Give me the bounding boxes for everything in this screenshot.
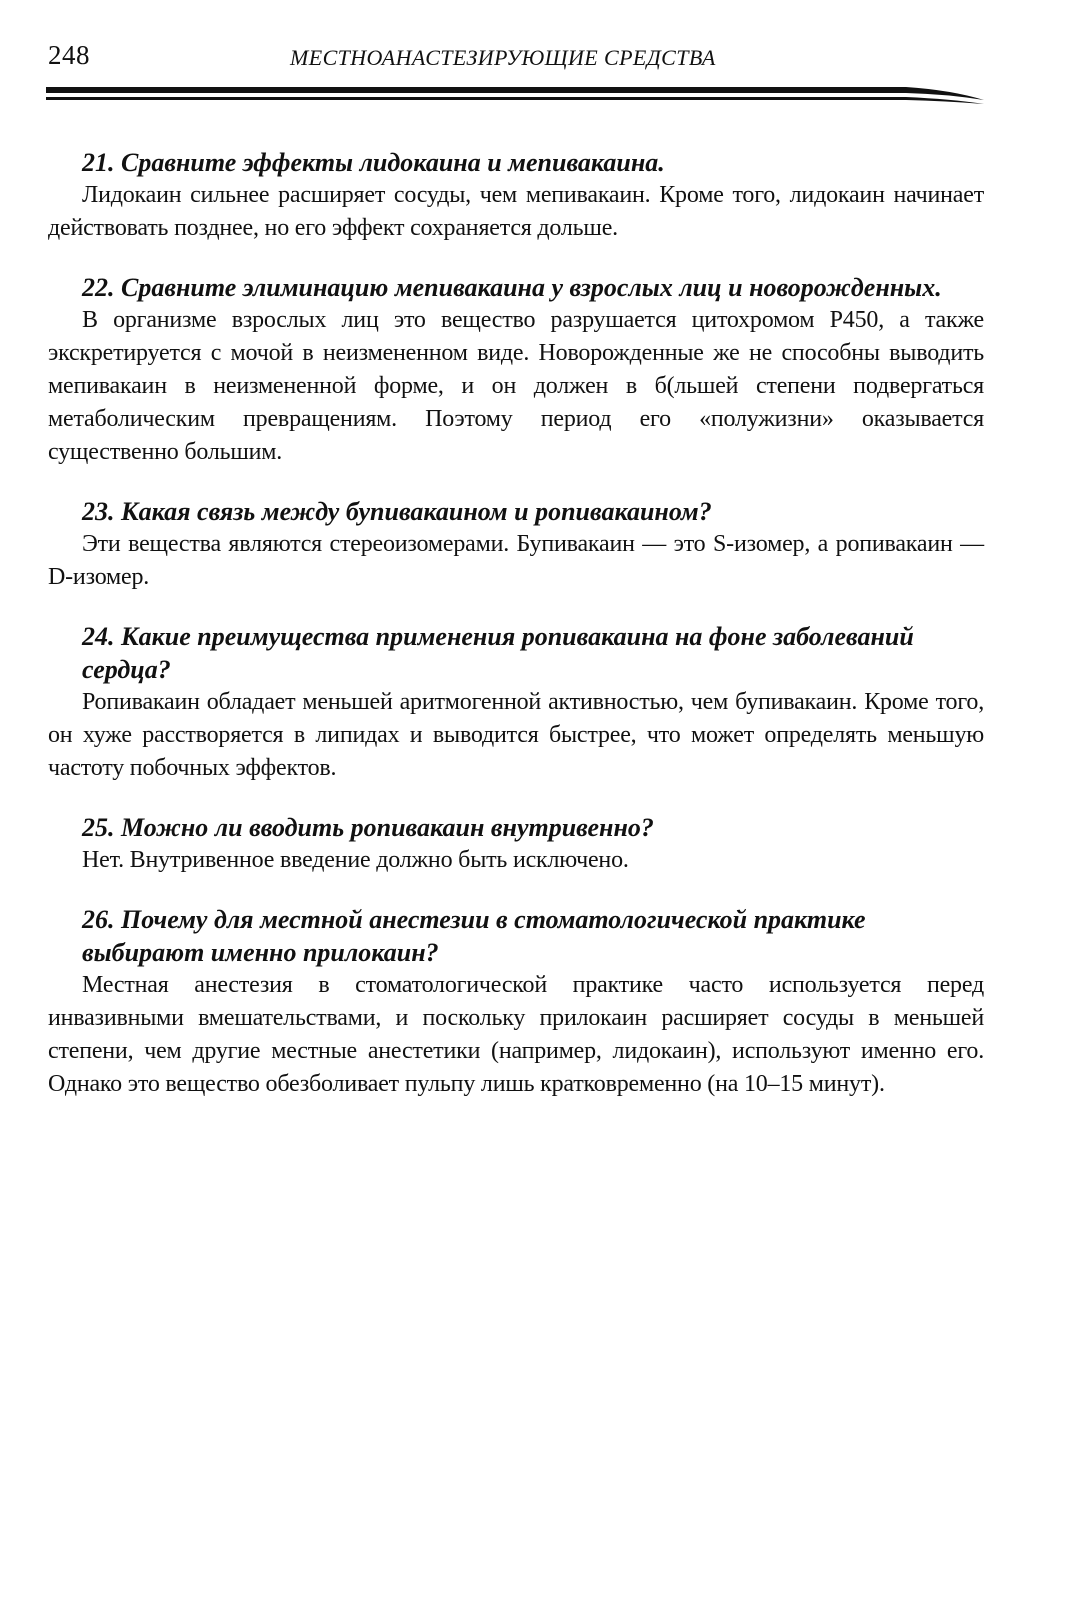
header-rule: [46, 84, 986, 106]
qa-item-24: [48, 620, 984, 785]
qa-item-26: [48, 903, 984, 1101]
answer-text: Местная анестезия в стоматологической практике часто используется перед инвазивными вмешательствами, и поскольку прилокаин расширяет сосуды в меньшей степени, чем другие местные анестетики (например, лидокаин), используют именно его. Однако это вещество обезболивает пульпу лишь кратковременно (на 10–15 минут).: [48, 972, 984, 1097]
question-heading: 25. Можно ли вводить ропивакаин внутривенно?: [82, 813, 654, 842]
qa-item-25: [48, 811, 984, 877]
page-number: 248: [48, 40, 90, 70]
qa-item-22: [48, 271, 984, 469]
qa-item-21: [48, 146, 984, 245]
chapter-title: МЕСТНОАНАСТЕЗИРУЮЩИЕ СРЕДСТВА: [290, 45, 716, 70]
answer-text: Ропивакаин обладает меньшей аритмогенной активностью, чем бупивакаин. Кроме того, он хуже расстворяется в липидах и выводится быстрее, что может определять меньшую частоту побочных эффектов.: [48, 689, 984, 781]
question-heading: 22. Сравните элиминацию мепивакаина у взрослых лиц и новорожденных.: [82, 273, 942, 302]
answer-text: Лидокаин сильнее расширяет сосуды, чем мепивакаин. Кроме того, лидокаин начинает действовать позднее, но его эффект сохраняется дольше.: [48, 182, 984, 241]
answer-text: В организме взрослых лиц это вещество разрушается цитохромом Р450, а также экскретируется с мочой в неизмененном виде. Новорожденные же не способны выводить мепивакаин в неизмененной форме, и он должен в б(льшей степени подвергаться метаболическим превращениям. Поэтому период его «полужизни» оказывается существенно большим.: [48, 307, 984, 465]
answer-text: Нет. Внутривенное введение должно быть исключено.: [82, 847, 629, 873]
question-heading: 23. Какая связь между бупивакаином и ропивакаином?: [82, 497, 712, 526]
running-head: [48, 40, 988, 80]
question-heading: 24. Какие преимущества применения ропивакаина на фоне заболеваний сердца?: [82, 622, 914, 684]
question-heading: 21. Сравните эффекты лидокаина и мепивакаина.: [82, 148, 665, 177]
answer-text: Эти вещества являются стереоизомерами. Бупивакаин — это S-изомер, а ропивакаин — D-изомер.: [48, 531, 984, 590]
qa-item-23: [48, 495, 984, 594]
question-heading: 26. Почему для местной анестезии в стоматологической практике выбирают именно прилокаин?: [82, 905, 866, 967]
qa-list: [48, 146, 984, 1127]
